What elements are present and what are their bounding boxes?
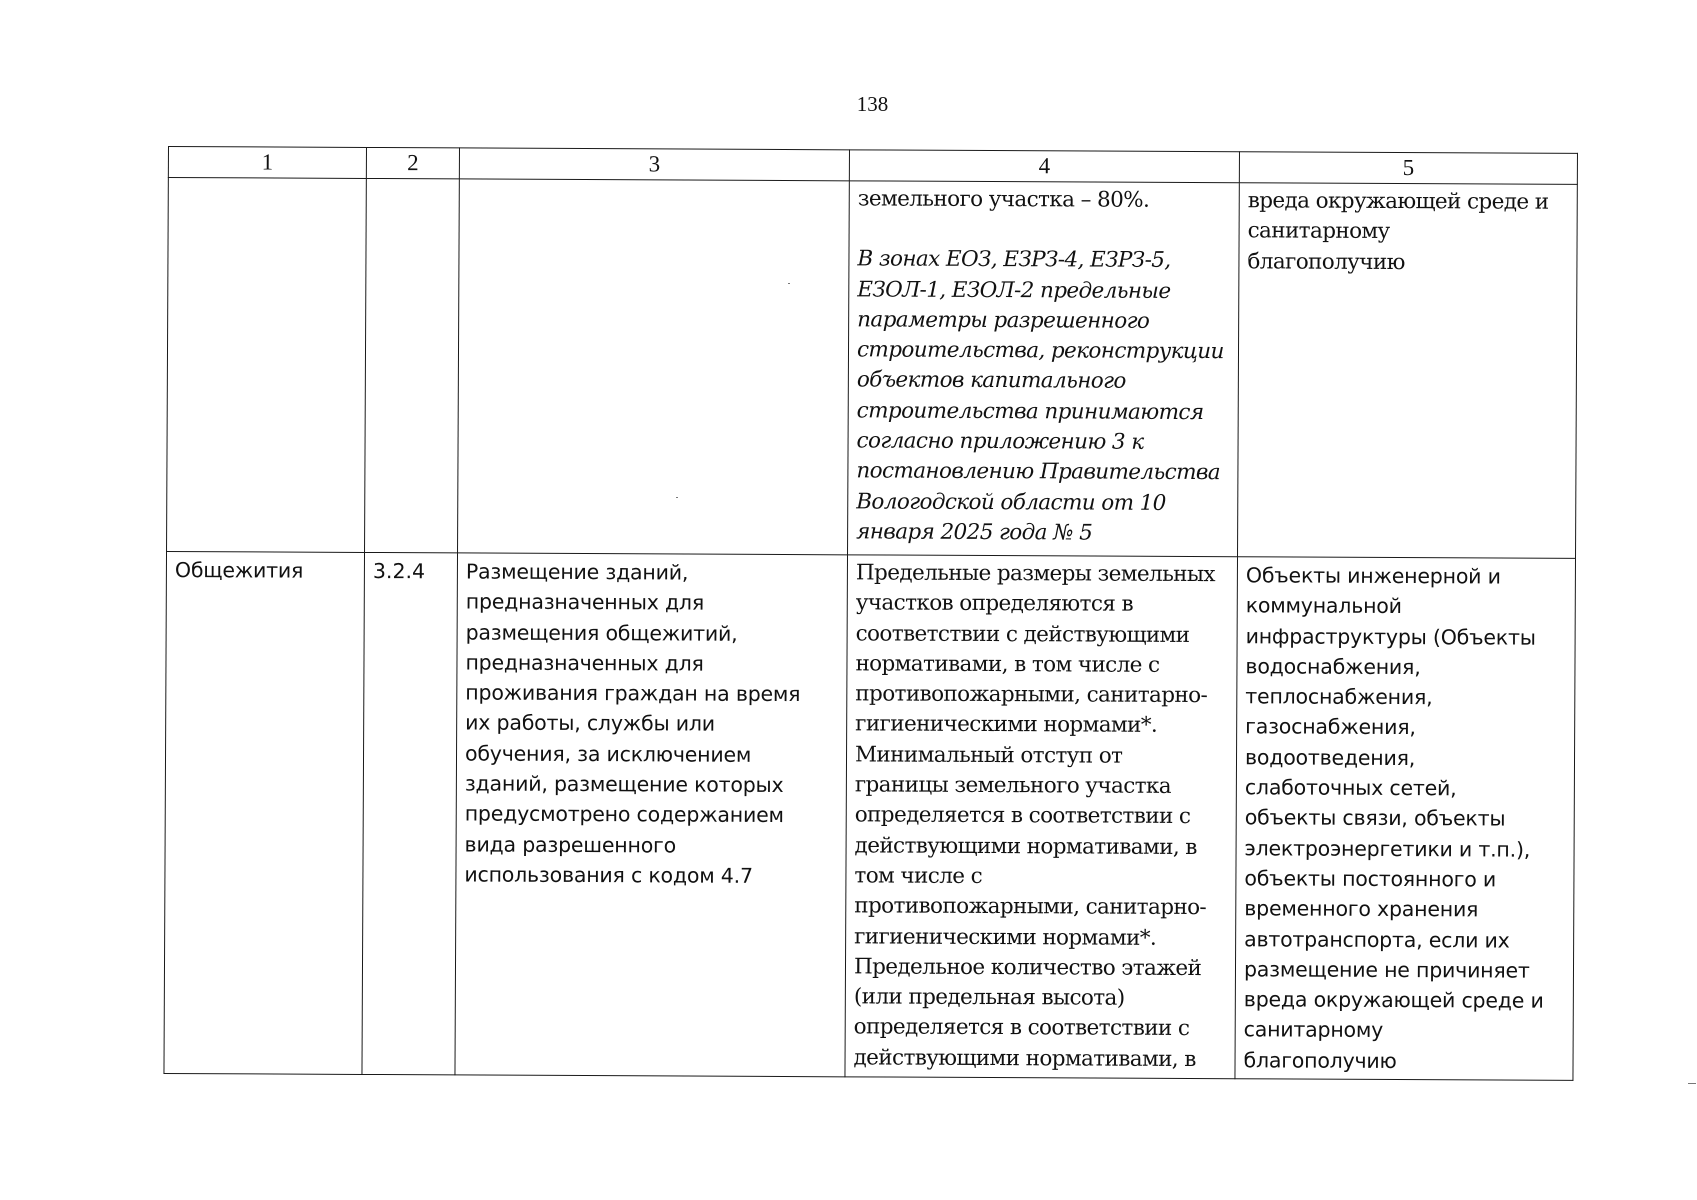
use-description-text: Размещение зданий, предназначенных для размещения общежитий, предназначенных для проживания граждан на время их работы, службы или обучения, за исключением зданий, размещение которых предусмотрено содержанием вида разрешенного использования с кодом 4.7 [464,559,801,888]
restrictions-cell [1235,557,1576,1081]
use-code-text: 3.2.4 [372,559,426,584]
table-row [167,178,1578,559]
use-description-cell [455,553,848,1077]
column-header-5: 5 [1239,152,1577,185]
column-header-3: 3 [459,148,849,181]
parameters-text: земельного участка – 80%. [857,186,1150,213]
parameters-cell [845,555,1238,1079]
table-row [164,551,1576,1080]
use-description-cell [458,179,850,555]
page-number: 138 [856,92,889,116]
parameters-text: Предельные размеры земельных участков определяются в соответствии с действующими нормативами, в том числе с противопожарными, санитарно- гигиеническими нормами*. Минимальный отступ от границы земельного участка определяется в соответствии с действующими нормативами, в том числе с противопожарными, санитарно- гигиеническими нормами*. Предельное количество этажей (или предельная высота) определяется в соответствии с действующими нормативами, в [853,560,1216,1072]
restrictions-cell [1238,183,1578,559]
scan-speck [788,283,790,284]
column-header-1: 1 [168,147,366,179]
restrictions-text: Объекты инженерной и коммунальной инфраструктуры (Объекты водоснабжения, теплоснабжения, газоснабжения, водоотведения, слаботочных сетей, объекты связи, объекты электроэнергетики и т.п.), объекты постоянного и временного хранения автотранспорта, если их размещение не причиняет вреда окружающей среде и санитарному благополучию [1243,563,1544,1073]
regulations-table [163,146,1578,1081]
column-header-2: 2 [366,147,459,178]
parameters-cell [848,181,1240,557]
scan-speck [1688,1083,1696,1084]
zone-note-italic: В зонах ЕОЗ, ЕЗРЗ-4, ЕЗРЗ-5, ЕЗОЛ-1, ЕЗОЛ-2 предельные параметры разрешенного строительства, реконструкции объектов капитального строительства принимаются согласно приложению 3 к постановлению Правительства Вологодской области от 10 января 2025 года № 5 [856,246,1224,546]
use-name-cell [167,178,367,553]
restrictions-text: вреда окружающей среде и санитарному благополучию [1247,188,1549,275]
column-header-4: 4 [849,150,1239,183]
scan-speck [676,497,678,498]
use-code-cell [365,178,460,552]
use-code-cell [362,552,458,1074]
use-name-cell [164,551,365,1074]
use-name-text: Общежития [174,558,304,583]
